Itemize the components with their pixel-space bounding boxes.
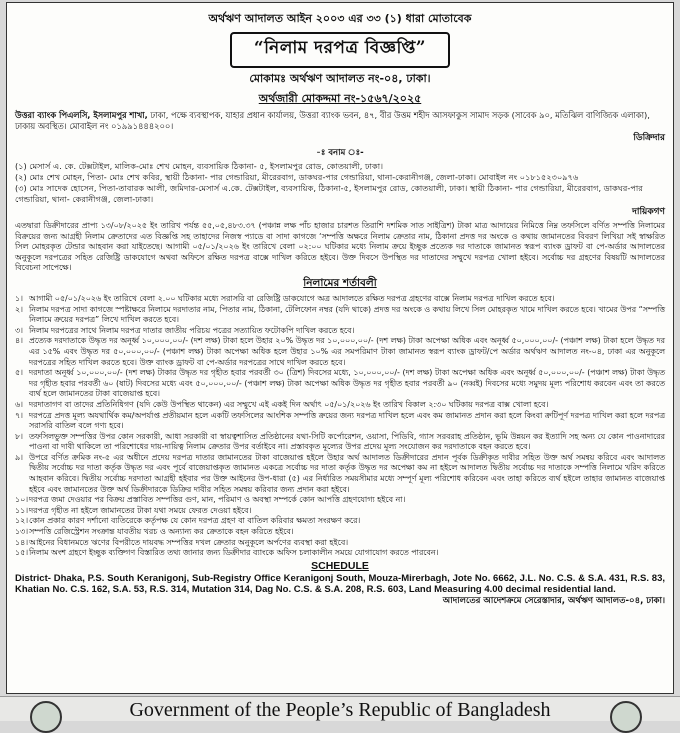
term-number: ১০।	[15, 495, 29, 505]
term-text: নিলাম দরপত্র সাদা কাগজে স্পষ্টাক্ষরে নিলামে দরদাতার নাম, পিতার নাম, ঠিকানা, টেলিফোন নম্বর (যদি থাকে) প্রদত্ত দর অংকে ও কথায় লিখে সিল মোহরকৃত খামে দাখিল করতে হবে। খামের উপর “সম্পত্তি নিলামে ক্রয়ের দরপত্র” লিখে দাখিল করতে হবে।	[29, 304, 665, 325]
term-text: দরপত্র জমা দেওয়ার পর বিক্রয় প্রস্তাবিত সম্পত্তির গুণ, মান, পরিমাণ ও অবস্থা সম্পর্কে কোন আপত্তি গ্রহণযোগ্য হইবে না।	[29, 495, 406, 505]
term-number: ২।	[15, 304, 23, 314]
defendants-label: দায়িকগণ	[632, 207, 665, 217]
order-line: আদালতের আদেশক্রমে সেরেস্তাদার, অর্থঋণ আদালত-০৪, ঢাকা।	[442, 595, 665, 606]
tender-notice	[6, 2, 674, 694]
term-item	[15, 294, 665, 305]
term-item	[15, 326, 665, 337]
case-number: অর্থজারী মোকদ্দমা নং-১৫৬৭/২০২৫	[258, 92, 422, 105]
plaintiff-label: ডিক্রিদার	[633, 133, 665, 143]
government-title: Government of the People’s Republic of Bangladesh	[129, 699, 551, 721]
term-number: ১১।	[15, 505, 29, 515]
term-item	[15, 538, 665, 549]
schedule-title: SCHEDULE	[311, 559, 369, 572]
plaintiff-name: উত্তরা ব্যাংক পিএলসি, ইসলামপুর শাখা,	[15, 110, 148, 120]
term-text: উপরে বর্ণিত ক্রমিক নং-৫ এর অধীনে প্রদেয় দরপত্র দাতার জামানতের টাকা বাজেয়াপ্ত হইলে উহার অর্থ আদালত ডিক্রীদারের প্রদান পূর্বক ডিক্রীকৃত দাবীর সহিত উক্ত অর্থ সমন্বয় করিবে এবং আদালত দ্বিতীয় সর্বোচ্চ দর দাতা কর্তৃক উদ্ধৃত দর এবং পূর্বে বাজেয়াপ্তকৃত জামানত একত্রে সর্বোচ্চ দর দাতা কর্তৃক উদ্ধৃত দর অপেক্ষা কম না হইলে আদালত দ্বিতীয় সর্বোচ্চ দর দাতাকে সম্পত্তি নিলামে খরিদ করিতে আহবান করিবে। দ্বিতীয় সর্বোচ্চ দরদাতা আগ্রহী হইবার পর উক্ত আইনের উপ-ধারা (৫) এর নির্ধারিত সময়সীমার মধ্যে সম্পূর্ণ মূল্য পরিশোধ করিবেন এবং তাহা করিতে ব্যর্থ হইলে তাহার জামানত বাজেয়াপ্ত হইবে এবং জামানতের উক্ত অর্থ ডিক্রীদারকে ডিক্রির দাবীর সহিত সমন্বয় করিবার জন্য প্রদান করা হইবে।	[29, 452, 665, 494]
term-number: ১২।	[15, 516, 29, 526]
term-number: ১৩।	[15, 527, 29, 537]
term-item	[15, 453, 665, 495]
term-item	[15, 411, 665, 432]
notice-title: “নিলাম দরপত্র বিজ্ঞপ্তি”	[230, 32, 450, 68]
term-number: ৩।	[15, 325, 23, 335]
term-text: নিলাম অংশ গ্রহণে ইচ্ছুক ব্যক্তিগণ বিস্তারিত তথ্য জানার জন্য ডিক্রীদার ব্যাংকে অফিস চলাকালীন সময়ে যোগাযোগ করতে পারবেন।	[29, 548, 439, 558]
term-number: ১৫।	[15, 548, 29, 558]
term-item	[15, 548, 665, 559]
term-number: ৮।	[15, 431, 23, 441]
term-text: প্রত্যেক দরদাতাকে উদ্ধৃত দর অনূর্ধ্ব ১০,০০০,০০/- (দশ লক্ষ) টাকা হলে উহার ২০% উদ্ধৃত দর ১০,০০০,০০/- (দশ লক্ষ) টাকা অপেক্ষা অধিক এবং অনূর্ধ্ব ৫০,০০০,০০/- (পঞ্চাশ লক্ষ) টাকা হলে উদ্ধৃত দর এর ১৫% এবং উদ্ধৃত দর ৫০,০০০,০০/- (পঞ্চাশ লক্ষ) টাকা অপেক্ষা অধিক হলে উহার ১০% এর সমপরিমাণ টাকা জামানত স্বরূপ ব্যাংক ড্রাফট/পে অর্ডার অর্থঋণ আদালত নং-০৪, ঢাকা এর অনুকূলে দরপত্রের সহিত দাখিল করতে হবে। উক্ত ব্যাংক ড্রাফট বা পে-অর্ডার দরপত্রের সাথে দাখিল করতে হবে।	[29, 336, 665, 367]
term-item	[15, 495, 665, 506]
term-number: ৯।	[15, 452, 23, 462]
defendant-item: (৩) মোঃ সাদেক হোসেন, পিতা-তাবারক আলী, জমিদার-মেসার্স এ.কে. টেক্সটাইল, ব্যবসায়িক, ঠিকানা-৫, ইসলামপুর রোড, কোতয়ালী, ঢাকা। স্থায়ী ঠিকানা- পার গেন্ডারিয়া, মীরেরবাগ, ডাকঘর-পার গেন্ডারিয়া, থানা- কেরানীগঞ্জ, জেলা-ঢাকা।	[15, 183, 643, 204]
term-text: আইনের বিধানমতে ঋণের বিপরীতে দায়বদ্ধ সম্পত্তির দখল ক্রেতার অনুকূলে অর্পণের ব্যবস্থা করা হইবে।	[29, 537, 349, 547]
term-text: দরদাতাগণ বা তাদের প্রতিনিধিগণ (যদি কেউ উপস্থিত থাকেন) এর সম্মুখে এই একই দিন অর্থাৎ ০৫/০১/২০২৬ ইং তারিখ বিকাল ২:৩০ ঘটিকায় দরপত্র বাক্স খোলা হবে।	[29, 399, 549, 409]
terms-title: নিলামের শর্তাবলী	[303, 276, 377, 289]
term-item	[15, 527, 665, 538]
term-number: ৫।	[15, 368, 23, 378]
term-text: আগামী ০৫/০১/২০২৬ ইং তারিখে বেলা ২.০০ ঘটিকার মধ্যে সরাসরি বা রেজিষ্ট্রি ডাকযোগে অত্র আদালতে রক্ষিত দরপত্র গ্রহণের বাক্সে নিলাম দরপত্র দাখিল করতে হবে।	[29, 293, 555, 303]
term-item	[15, 305, 665, 326]
term-text: দরপত্রে প্রদত্ত মূল্য অযথার্থিক কম/অপর্যাপ্ত প্রতীয়মান হলে একটি তফসিলের আংশিক সম্পত্তি ক্রয়ের জন্য দরপত্র দাখিল হলে এবং কম জামানত প্রদান করা হলে কিংবা ক্রটিপূর্ণ দরপত্র দাখিল করা হলে দরপত্র সরাসরি বাতিল বলে গণ্য হবে।	[29, 410, 665, 431]
term-item	[15, 506, 665, 517]
term-item	[15, 516, 665, 527]
term-number: ১৪।	[15, 537, 29, 547]
intro-paragraph: এতদ্বারা ডিক্রীদারের প্রাপ্য ১৩/০৮/২০২৫ ইং তারিখ পর্যন্ত ৫৫,০৫,৪৮৩.৩৭ (পঞ্চান্ন লক্ষ পাঁচ হাজার চারশত তিরাশি দশমিক সাত সাইত্রিশ) টাকা মাত্র আদায়ের নিমিত্তে নিম্ন তফসিলে বর্ণিত সম্পত্তি নিলামের বিক্রয়ের জন্য আগ্রহী নিলাম ক্রেতাদের এত বিজ্ঞপ্তি সহ তাহাদের নিজস্ব প্যাডে বা সাদা কাগজে ‘সম্পত্তি অক্ষরে নিলাম ক্রেতার নাম, ঠিকানা প্রদত্ত দর অংকে ও কথায় জামানতের বিবরণ লিখিয়া সই স্বাক্ষরিত সিল মোহরকৃত টেন্ডার আহবান করা যাইতেছে। আগামী ০৫/০১/২০২৬ ইং তারিখে বেলা ০২:০০ ঘটিকার মধ্যে নিলাম ক্রয়ে ইচ্ছুক প্রত্যেক দর দাতাকে জামানত স্বরূপ ব্যাংক ড্রাফট বা পে-অর্ডার আদালতের অনুকূলে দরপত্রের সহিত রেজিষ্ট্রি ডাকযোগে অথবা অফিসে রক্ষিত দরপত্র বাক্সে দাখিল করিতে হইবে। উক্ত দিবসে উপস্থিত দর দাতাদের সম্মুখে দরপত্র খোলা হইবে। সর্বোচ্চ দর গ্রহণের বিষয়টি আদালতের বিবেচনা সাপেক্ষে।	[15, 221, 665, 273]
term-text: দরপত্র গৃহীত না হইলে জামানতের টাকা যথা সময়ে ফেরত দেওয়া হইবে।	[29, 505, 252, 515]
plaintiff-details: ঢাকা, পক্ষে ব্যবস্থাপক, যাহার প্রধান কার্যালয়, উত্তরা ব্যাংক ভবন, ৪৭, বীর উত্তম শহীদ আসফাকুস সামাদ সড়ক (সাবেক ৯০, মতিঝিল বাণিজ্যিক এলাকা), ঢাকায় অবস্থিত। মোবাইল নং ০১৯৯১৪৪৪২০০।	[15, 110, 650, 131]
court-name: মোকামঃ অর্থঋণ আদালত নং-০৪, ঢাকা।	[249, 72, 431, 85]
term-number: ৪।	[15, 336, 23, 346]
term-text: সম্পত্তি রেজিস্ট্রেশন সংক্রান্ত যাবতীয় খরচ ও অন্যান্য কর ক্রেতাকে বহন করিতে হইবে।	[29, 527, 294, 537]
term-number: ৬।	[15, 399, 23, 409]
term-item	[15, 400, 665, 411]
term-number: ১।	[15, 293, 23, 303]
term-text: তফসিলভুক্ত সম্পত্তির উপর কোন সরকারী, আধা সরকারী বা স্বায়ত্বশাসিত প্রতিষ্ঠানের যথা-সিটি কর্পোরেশন, ওয়াসা, পিডিবি, গ্যাস সরবরাহ প্রতিষ্ঠান, ভূমি উন্নয়ন কর ইত্যাদি সহ অন্য যে কোন পাওনাদারের পাওনা বা দাবী থাকিলে তা পরিশোধের দায়-দায়িত্ব নিলাম ক্রেতার উপর বর্তাইবে না। প্রস্তাবকৃত মূল্যের উপর প্রদেয় মূল্য সংযোজন কর দরদাতাকে বহন করতে হবে।	[29, 431, 665, 452]
term-text: দরদাতা অনূর্ধ্ব ১০,০০০,০০/- (দশ লক্ষ) টাকার উদ্ধৃত দর গৃহীত হবার পরবর্তী ৩০ (ত্রিশ) দিবসের মধ্যে, ১০,০০০,০০/- (দশ লক্ষ) টাকা অপেক্ষা অধিক এবং অনূর্ধ্ব ৫০,০০০,০০/- (পঞ্চাশ লক্ষ) টাকা উদ্ধৃত দর গৃহীত হবার পরবর্তী ৬০ (ষাট) দিবসের মধ্যে এবং ৫০,০০০,০০/- (পঞ্চাশ লক্ষ) টাকা অপেক্ষা অধিক উদ্ধৃত দর গৃহীত হবার পরবর্তী ৯০ (নব্বই) দিবসের মধ্যে সমুদয় মূল্য পরিশোধ করবেন এবং তা করতে ব্যর্থ হলে জামানতের টাকা বাজেয়াপ্ত হবে।	[29, 368, 665, 399]
defendant-item: (১) মেসার্স এ. কে. টেক্সটাইল, মালিক-মোঃ শেখ মোহন, ব্যবসায়িক ঠিকানা- ৫, ইসলামপুর রোড, কোতয়ালী, ঢাকা।	[15, 161, 384, 171]
versus-label: -ঃ বনাম ঃ-	[316, 148, 364, 158]
government-footer	[0, 696, 680, 721]
term-item	[15, 336, 665, 368]
schedule-text: District- Dhaka, P.S. South Keranigonj, Sub-Registry Office Keranigonj South, Mouza-Mirerbagh, Jote No. 6662, J.L. No. C.S. & S.A. 431, R.S. 83, Khatian No. C.S. 162, S.A. 53, R.S. 314, Mutation 314, Dag No. C.S. & S.A. 208, R.S. 603, Land Measuring 4.00 decimal residential land.	[15, 572, 665, 596]
term-item	[15, 432, 665, 453]
act-reference: অর্থঋণ আদালত আইন ২০০৩ এর ৩৩ (১) ধারা মোতাবেক	[208, 12, 472, 25]
term-text: কোন প্রকার কারণ দর্শানো ব্যতিরেকে কর্তৃপক্ষ যে কোন দরপত্র গ্রহণ বা বাতিল করিবার ক্ষমতা সংরক্ষণ করে।	[29, 516, 361, 526]
defendants-list	[15, 161, 665, 205]
term-text: নিলাম দরপত্রের সাথে নিলাম দরপত্র দাতার জাতীয় পরিচয় পত্রের সত্যায়িত ফটোকপি দাখিল করতে হবে।	[29, 325, 355, 335]
bangladesh-seal-icon	[610, 701, 642, 733]
term-number: ৭।	[15, 410, 23, 420]
defendant-item: (২) মোঃ শেখ মোহন, পিতা- মোঃ শেখ কবির, স্থায়ী ঠিকানা- পার গেন্ডারিয়া, মীরেরবাগ, ডাকঘর-পার গেন্ডারিয়া, থানা-কেরানীগঞ্জ, জেলা-ঢাকা। মোবাইল নং ০১৮১৫২৩০৯৭৬	[15, 172, 579, 182]
terms-list	[15, 294, 665, 559]
plaintiff-block	[15, 110, 665, 132]
term-item	[15, 368, 665, 400]
